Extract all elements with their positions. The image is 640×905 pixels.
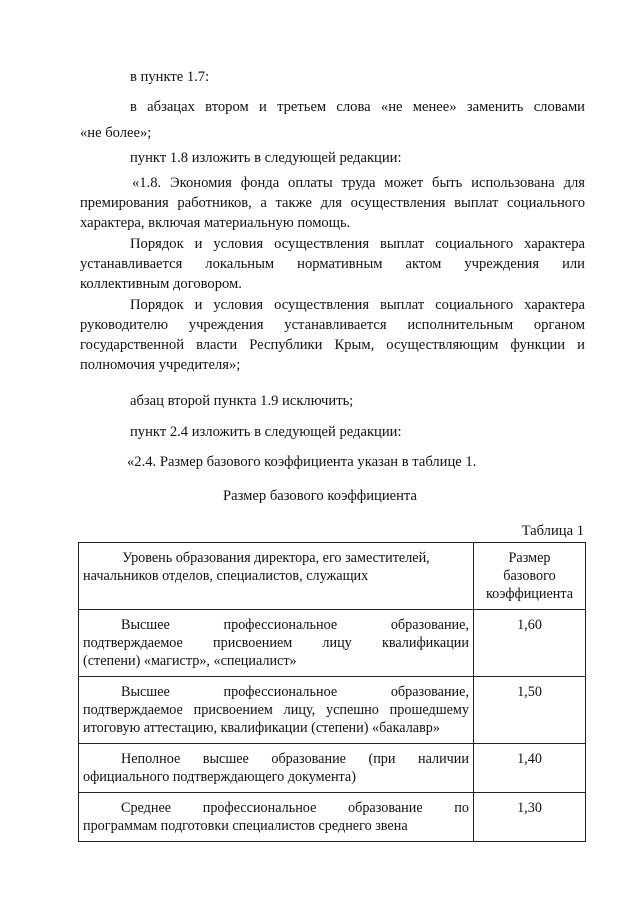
coefficient-value: 1,50 <box>474 677 586 744</box>
education-cell: Высшее профессиональное образование, подтверждаемое присвоением лицу квалификации (степени) «магистр», «специалист» <box>79 610 474 677</box>
table-label: Таблица 1 <box>521 523 584 539</box>
item-1-7-heading: в пункте 1.7: <box>130 69 210 85</box>
header-education-level: Уровень образования директора, его заместителей, начальников отделов, специалистов, служащих <box>79 543 474 610</box>
header-coefficient: Размер базового коэффициента <box>474 543 586 610</box>
paragraph-order-2: Порядок и условия осуществления выплат социального характера руководителю учреждения устанавливается исполнительным органом государственной власти Республики Крым, осуществляющим функции и полномочия учредителя»; <box>80 297 585 373</box>
table-row <box>79 610 586 677</box>
item-1-8-heading: пункт 1.8 изложить в следующей редакции: <box>130 150 402 166</box>
education-cell: Неполное высшее образование (при наличии официального подтверждающего документа) <box>79 744 474 793</box>
base-coefficient-table <box>78 542 586 842</box>
education-cell: Высшее профессиональное образование, подтверждаемое присвоением лицу, успешно прошедшему итоговую аттестацию, квалификации (степени) «бакалавр» <box>79 677 474 744</box>
coefficient-value: 1,30 <box>474 793 586 842</box>
table-row <box>79 677 586 744</box>
item-1-9-exclude: абзац второй пункта 1.9 исключить; <box>130 393 354 409</box>
coefficient-value: 1,60 <box>474 610 586 677</box>
table-row <box>79 744 586 793</box>
table-row <box>79 793 586 842</box>
paragraph-2-4: «2.4. Размер базового коэффициента указан в таблице 1. <box>127 454 477 470</box>
table-header-row <box>79 543 586 610</box>
replace-words-line-1: в абзацах втором и третьем слова «не менее» заменить словами <box>130 99 585 115</box>
paragraph-1-8: «1.8. Экономия фонда оплаты труда может быть использована для премирования работников, а также для осуществления выплат социального характера, включая материальную помощь. <box>80 175 585 231</box>
paragraph-order-1: Порядок и условия осуществления выплат социального характера устанавливается локальным нормативным актом учреждения или коллективным договором. <box>80 236 585 292</box>
item-2-4-heading: пункт 2.4 изложить в следующей редакции: <box>130 424 402 440</box>
coefficient-value: 1,40 <box>474 744 586 793</box>
education-cell: Среднее профессиональное образование по программам подготовки специалистов среднего звена <box>79 793 474 842</box>
replace-words-line-2: «не более»; <box>80 125 152 141</box>
table-caption: Размер базового коэффициента <box>223 488 417 504</box>
